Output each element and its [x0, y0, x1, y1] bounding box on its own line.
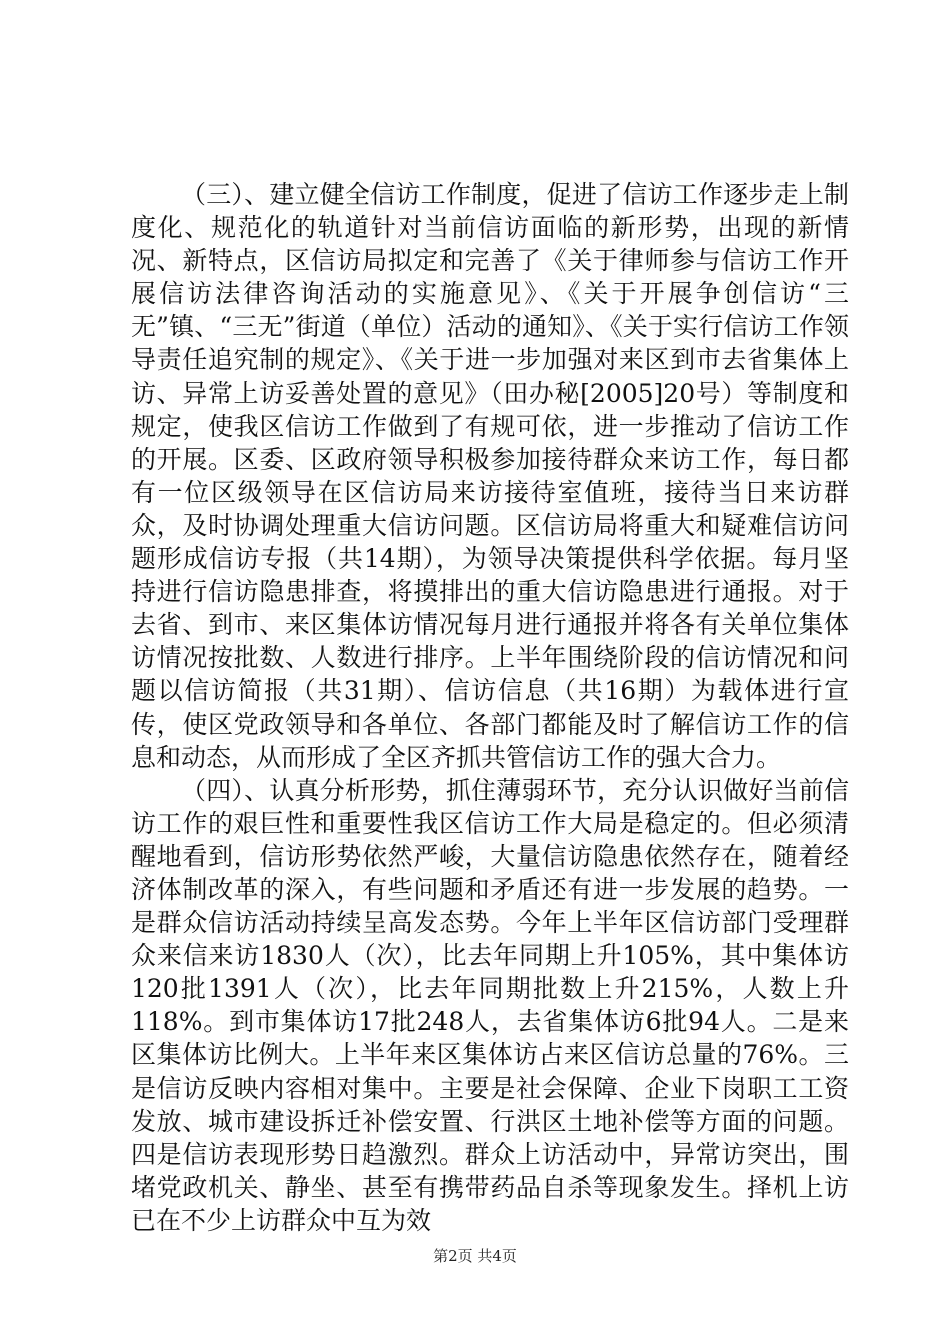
paragraph-section-three: （三）、建立健全信访工作制度，促进了信访工作逐步走上制度化、规范化的轨道针对当前信访面临的新形势，出现的新情况、新特点，区信访局拟定和完善了《关于律师参与信访工作开展信访法律咨询活动的实施意见》、《关于开展争创信访“三无”镇、“三无”街道（单位）活动的通知》、《关于实行信访工作领导责任追究制的规定》、《关于进一步加强对来区到市去省集体上访、异常上访妥善处置的意见》（田办秘[2005]20号）等制度和规定，使我区信访工作做到了有规可依，进一步推动了信访工作的开展。区委、区政府领导积极参加接待群众来访工作，每日都有一位区级领导在区信访局来访接待室值班，接待当日来访群众，及时协调处理重大信访问题。区信访局将重大和疑难信访问题形成信访专报（共14期），为领导决策提供科学依据。每月坚持进行信访隐患排查，将摸排出的重大信访隐患进行通报。对于去省、到市、来区集体访情况每月进行通报并将各有关单位集体访情况按批数、人数进行排序。上半年围绕阶段的信访情况和问题以信访简报（共31期）、信访信息（共16期）为载体进行宣传，使区党政领导和各单位、各部门都能及时了解信访工作的信息和动态，从而形成了全区齐抓共管信访工作的强大合力。 [131, 180, 849, 772]
page-number-footer: 第2页 共4页 [433, 1247, 517, 1265]
paragraph-section-four: （四）、认真分析形势，抓住薄弱环节，充分认识做好当前信访工作的艰巨性和重要性我区信访工作大局是稳定的。但必须清醒地看到，信访形势依然严峻，大量信访隐患依然存在，随着经济体制改革的深入，有些问题和矛盾还有进一步发展的趋势。一是群众信访活动持续呈高发态势。今年上半年区信访部门受理群众来信来访1830人（次），比去年同期上升105%，其中集体访120批1391人（次），比去年同期批数上升215%，人数上升118%。到市集体访17批248人，去省集体访6批94人。二是来区集体访比例大。上半年来区集体访占来区信访总量的76%。三是信访反映内容相对集中。主要是社会保障、企业下岗职工工资发放、城市建设拆迁补偿安置、行洪区土地补偿等方面的问题。四是信访表现形势日趋激烈。群众上访活动中，异常访突出，围堵党政机关、静坐、甚至有携带药品自杀等现象发生。择机上访已在不少上访群众中互为效 [131, 775, 849, 1235]
document-body [131, 178, 849, 1237]
